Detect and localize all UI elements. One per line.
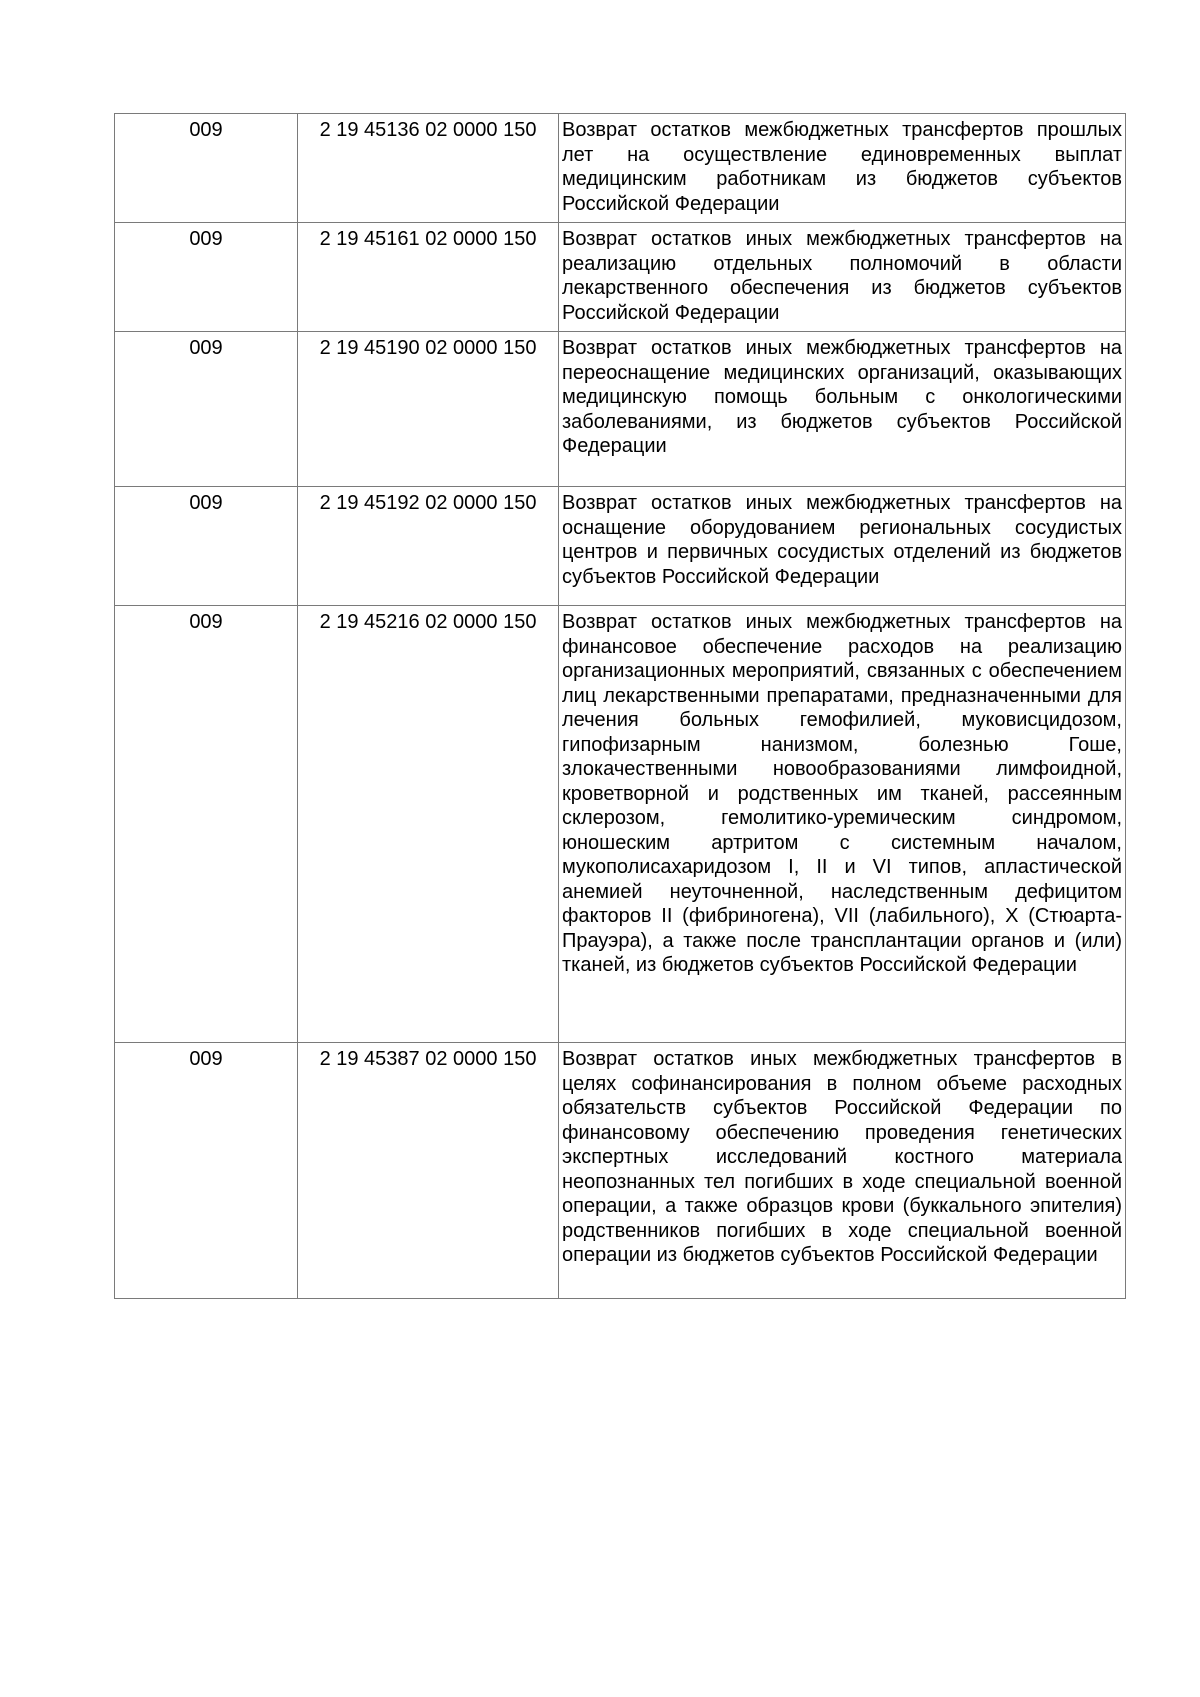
income-name-cell: Возврат остатков иных межбюджетных трансфертов на оснащение оборудованием региональных сосудистых центров и первичных сосудистых отделений из бюджетов субъектов Российской Федерации	[559, 487, 1126, 606]
table-row	[115, 223, 1126, 332]
table-row	[115, 606, 1126, 1043]
table-row	[115, 1043, 1126, 1299]
income-name-cell: Возврат остатков межбюджетных трансфертов прошлых лет на осуществление единовременных выплат медицинским работникам из бюджетов субъектов Российской Федерации	[559, 114, 1126, 223]
table-row	[115, 332, 1126, 487]
income-name-cell: Возврат остатков иных межбюджетных трансфертов на переоснащение медицинских организаций, оказывающих медицинскую помощь больным с онкологическими заболеваниями, из бюджетов субъектов Российской Федерации	[559, 332, 1126, 487]
admin-code-cell: 009	[115, 332, 298, 487]
budget-code-cell: 2 19 45190 02 0000 150	[298, 332, 559, 487]
budget-code-cell: 2 19 45136 02 0000 150	[298, 114, 559, 223]
admin-code-cell: 009	[115, 487, 298, 606]
admin-code-cell: 009	[115, 223, 298, 332]
income-name-cell: Возврат остатков иных межбюджетных трансфертов на реализацию отдельных полномочий в области лекарственного обеспечения из бюджетов субъектов Российской Федерации	[559, 223, 1126, 332]
budget-codes-table	[114, 113, 1126, 1299]
budget-code-cell: 2 19 45387 02 0000 150	[298, 1043, 559, 1299]
income-name-cell: Возврат остатков иных межбюджетных трансфертов в целях софинансирования в полном объеме расходных обязательств субъектов Российской Федерации по финансовому обеспечению проведения генетических экспертных исследований костного материала неопознанных тел погибших в ходе специальной военной операции, а также образцов крови (буккального эпителия) родственников погибших в ходе специальной военной операции из бюджетов субъектов Российской Федерации	[559, 1043, 1126, 1299]
budget-code-cell: 2 19 45161 02 0000 150	[298, 223, 559, 332]
budget-code-cell: 2 19 45192 02 0000 150	[298, 487, 559, 606]
admin-code-cell: 009	[115, 114, 298, 223]
budget-code-cell: 2 19 45216 02 0000 150	[298, 606, 559, 1043]
admin-code-cell: 009	[115, 1043, 298, 1299]
table-row	[115, 487, 1126, 606]
table-row	[115, 114, 1126, 223]
income-name-cell: Возврат остатков иных межбюджетных трансфертов на финансовое обеспечение расходов на реализацию организационных мероприятий, связанных с обеспечением лиц лекарственными препаратами, предназначенными для лечения больных гемофилией, муковисцидозом, гипофизарным нанизмом, болезнью Гоше, злокачественными новообразованиями лимфоидной, кроветворной и родственных им тканей, рассеянным склерозом, гемолитико-уремическим синдромом, юношеским артритом с системным началом, мукополисахаридозом I, II и VI типов, апластической анемией неуточненной, наследственным дефицитом факторов II (фибриногена), VII (лабильного), X (Стюарта-Прауэра), а также после трансплантации органов и (или) тканей, из бюджетов субъектов Российской Федерации	[559, 606, 1126, 1043]
admin-code-cell: 009	[115, 606, 298, 1043]
